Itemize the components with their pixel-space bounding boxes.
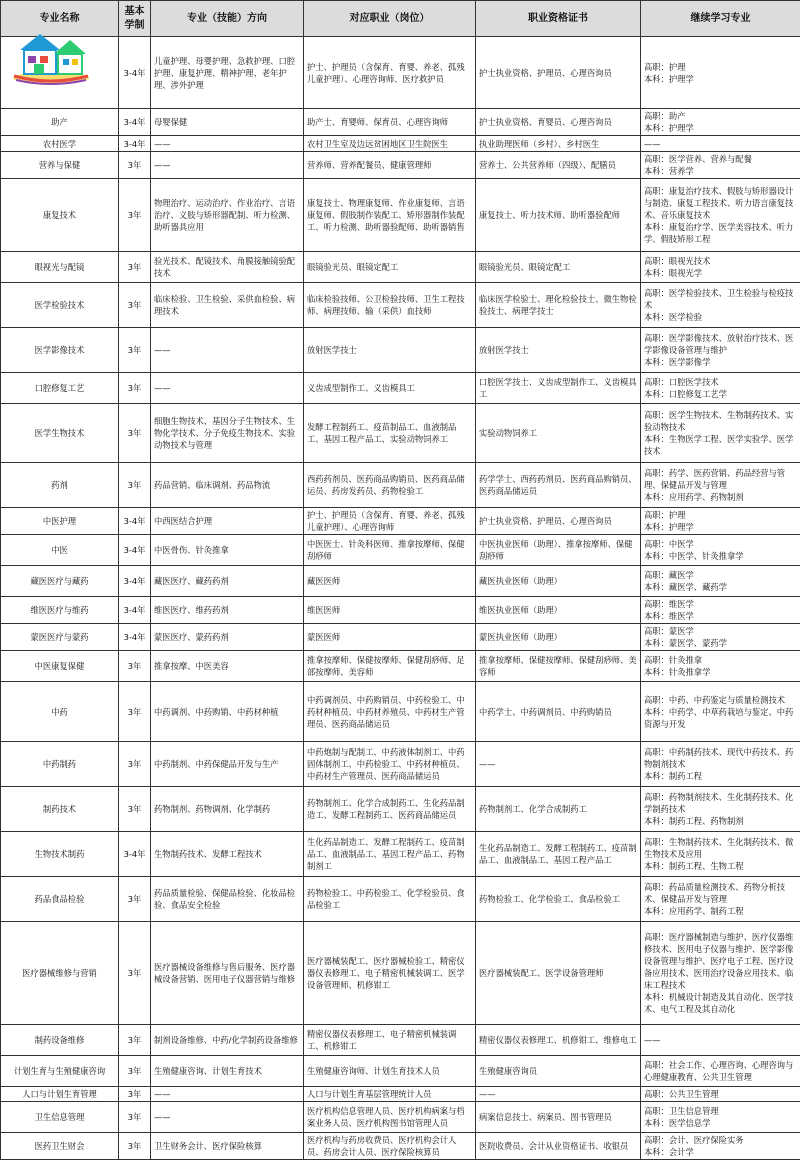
cell-c2: 3年 — [119, 1025, 151, 1056]
cell-c5: 藏医执业医师（助理） — [476, 566, 641, 597]
cell-c4: 眼镜验光员、眼镜定配工 — [304, 252, 476, 283]
cell-c6: 高职：蒙医学 本科：蒙医学、蒙药学 — [641, 624, 800, 651]
cell-c1: 医疗器械维修与营销 — [1, 922, 119, 1025]
cell-c3: 医疗器械设备维修与售后服务、医疗器械设备营销、医用电子仪器营销与维修 — [151, 922, 304, 1025]
cell-c6: 高职：药学、医药营销、药品经营与管理、保健品开发与管理 本科：应用药学、药物制剂 — [641, 463, 800, 508]
cell-c2: 3年 — [119, 252, 151, 283]
cell-c2: 3年 — [119, 373, 151, 404]
cell-c1: 中药制药 — [1, 742, 119, 787]
table-row — [1, 404, 800, 463]
cell-c4: 中药炮制与配制工、中药液体制剂工、中药固体制剂工、中药检验工、中药材种植员、中药材生产管理员、医药商品储运员 — [304, 742, 476, 787]
cell-c5: 生化药品制造工、发酵工程制药工、疫苗制品工、血液制品工、基因工程产品工 — [476, 832, 641, 877]
cell-c2: 3年 — [119, 328, 151, 373]
table-row — [1, 535, 800, 566]
cell-c3: 药品质量检验、保健品检验、化妆品检验、食品安全检验 — [151, 877, 304, 922]
cell-c6: 高职：医学影像技术、放射治疗技术、医学影像设备管理与维护 本科：医学影像学 — [641, 328, 800, 373]
cell-c5: 维医执业医师（助理） — [476, 597, 641, 624]
cell-c6: 高职：药物制剂技术、生化制药技术、化学制药技术 本科：制药工程、药物制剂 — [641, 787, 800, 832]
cell-c6: 高职：藏医学 本科：藏医学、藏药学 — [641, 566, 800, 597]
cell-c5: 执业助理医师（乡村）、乡村医生 — [476, 136, 641, 152]
cell-c4: 医疗器械装配工、医疗器械检验工、精密仪器仪表修理工、电子精密机械装调工、医学设备管理师、机修钳工 — [304, 922, 476, 1025]
table-row — [1, 1025, 800, 1056]
cell-c2: 3年 — [119, 283, 151, 328]
cell-c6: 高职：护理 本科：护理学 — [641, 508, 800, 535]
table-row — [1, 832, 800, 877]
cell-c3: 蒙医医疗、蒙药药剂 — [151, 624, 304, 651]
table-row — [1, 651, 800, 682]
cell-c2: 3年 — [119, 404, 151, 463]
cell-c3: 卫生财务会计、医疗保险核算 — [151, 1133, 304, 1160]
cell-c3: —— — [151, 373, 304, 404]
cell-c4: 生化药品制造工、发酵工程制药工、疫苗制品工、血液制品工、基因工程产品工、药物制剂工 — [304, 832, 476, 877]
cell-c5: 药物检验工、化学检验工、食品检验工 — [476, 877, 641, 922]
cell-c1: 农村医学 — [1, 136, 119, 152]
cell-c4: 医疗机构与药房收费员、医疗机构会计人员、药房会计人员、医疗保险核算员 — [304, 1133, 476, 1160]
cell-c2: 3-4年 — [119, 109, 151, 136]
cell-c3: 中药制剂、中药保健品开发与生产 — [151, 742, 304, 787]
cell-c3: 中药调剂、中药购销、中药材种植 — [151, 682, 304, 742]
cell-c3: —— — [151, 152, 304, 179]
cell-c2: 3年 — [119, 463, 151, 508]
header-further-study: 继续学习专业 — [641, 1, 800, 37]
cell-c5: 临床医学检验士、理化检验技士、微生物检验技士、病理学技士 — [476, 283, 641, 328]
table-row — [1, 283, 800, 328]
cell-c1: 制药技术 — [1, 787, 119, 832]
header-row — [1, 1, 800, 37]
cell-c1: 口腔修复工艺 — [1, 373, 119, 404]
cell-c3: 细胞生物技术、基因分子生物技术、生物化学技术、分子免疫生物技术、实验动物技术与管理 — [151, 404, 304, 463]
cell-c2: 3-4年 — [119, 624, 151, 651]
cell-c6: 高职：公共卫生管理 — [641, 1087, 800, 1102]
header-duration: 基本学制 — [119, 1, 151, 37]
table-row — [1, 37, 800, 109]
cell-c3: 物理治疗、运动治疗、作业治疗、言语治疗、义肢与矫形器配制、听力检测、助听器具应用 — [151, 179, 304, 252]
cell-c4: 发酵工程制药工、疫苗制品工、血液制品工、基因工程产品工、实验动物饲养工 — [304, 404, 476, 463]
cell-c6: 高职：卫生信息管理 本科：医学信息学 — [641, 1102, 800, 1133]
cell-c6: —— — [641, 136, 800, 152]
cell-c3: 验光技术、配镜技术、角膜接触镜验配技术 — [151, 252, 304, 283]
cell-c4: 营养师、营养配餐员、健康管理师 — [304, 152, 476, 179]
cell-c3: —— — [151, 1102, 304, 1133]
cell-c3: 药品营销、临床调剂、药品物流 — [151, 463, 304, 508]
cell-c6: 高职：会计、医疗保险实务 本科：会计学 — [641, 1133, 800, 1160]
cell-c4: 农村卫生室及边远贫困地区卫生院医生 — [304, 136, 476, 152]
table-row — [1, 508, 800, 535]
cell-c1: 中医护理 — [1, 508, 119, 535]
cell-c5: 推拿按摩师、保健按摩师、保健刮痧师、美容师 — [476, 651, 641, 682]
table-row — [1, 463, 800, 508]
cell-c6: 高职：中药制药技术、现代中药技术、药物制剂技术 本科：制药工程 — [641, 742, 800, 787]
cell-c5: 康复技士、听力技术师、助听器验配师 — [476, 179, 641, 252]
cell-c1: 中医康复保健 — [1, 651, 119, 682]
cell-c4: 人口与计划生育基层管理统计人员 — [304, 1087, 476, 1102]
cell-c5: 生殖健康咨询员 — [476, 1056, 641, 1087]
cell-c2: 3年 — [119, 787, 151, 832]
cell-c5: 药学学士、西药药剂员、医药商品购销员、医药商品储运员 — [476, 463, 641, 508]
cell-c4: 临床检验技师、公卫检验技师、卫生工程技师、病理技师、输（采供）血技师 — [304, 283, 476, 328]
cell-c4: 西药药剂员、医药商品购销员、医药商品储运员、药房发药员、药物检验工 — [304, 463, 476, 508]
cell-c4: 护士、护理员（含保育、育婴、养老、孤残儿童护理）、心理咨询师、医疗救护员 — [304, 37, 476, 109]
table-row — [1, 152, 800, 179]
cell-c6: 高职：医疗器械制造与维护、医疗仪器维修技术、医用电子仪器与维护、医学影像设备管理与维护、医疗电子工程、医疗设备应用技术、医用治疗设备应用技术、临床工程技术 本科：机械设计制造及其自动化、医学技术、电气工程及其自动化 — [641, 922, 800, 1025]
cell-c4: 助产士、育婴师、保育员、心理咨询师 — [304, 109, 476, 136]
cell-c1: 助产 — [1, 109, 119, 136]
cell-c2: 3-4年 — [119, 832, 151, 877]
cell-c4: 药物制剂工、化学合成制药工、生化药品制造工、发酵工程制药工、医药商品储运员 — [304, 787, 476, 832]
table-row — [1, 1133, 800, 1160]
cell-c4: 放射医学技士 — [304, 328, 476, 373]
cell-c5: 放射医学技士 — [476, 328, 641, 373]
table-row — [1, 136, 800, 152]
cell-c6: 高职：助产 本科：护理学 — [641, 109, 800, 136]
cell-c1: 人口与计划生育管理 — [1, 1087, 119, 1102]
table-row — [1, 624, 800, 651]
cell-c6: 高职：生物制药技术、生化制药技术、微生物技术及应用 本科：制药工程、生物工程 — [641, 832, 800, 877]
cell-c2: 3-4年 — [119, 136, 151, 152]
table-row — [1, 1056, 800, 1087]
cell-c3: 药物制剂、药物调剂、化学制药 — [151, 787, 304, 832]
cell-c2: 3年 — [119, 152, 151, 179]
cell-c6: 高职：医学营养、营养与配餐 本科：营养学 — [641, 152, 800, 179]
table-row — [1, 1087, 800, 1102]
cell-c5: 实验动物饲养工 — [476, 404, 641, 463]
cell-c5: 医疗器械装配工、医学设备管理师 — [476, 922, 641, 1025]
cell-c2: 3年 — [119, 1133, 151, 1160]
cell-c2: 3-4年 — [119, 566, 151, 597]
header-certificate: 职业资格证书 — [476, 1, 641, 37]
cell-c1: 生物技术制药 — [1, 832, 119, 877]
table-row — [1, 109, 800, 136]
cell-c4: 精密仪器仪表修理工、电子精密机械装调工、机修钳工 — [304, 1025, 476, 1056]
cell-c1: 医学生物技术 — [1, 404, 119, 463]
cell-c6: 高职：维医学 本科：维医学 — [641, 597, 800, 624]
header-occupation: 对应职业（岗位） — [304, 1, 476, 37]
cell-c3: 临床检验、卫生检验、采供血检验、病理技术 — [151, 283, 304, 328]
cell-c5: 护士执业资格、育婴员、心理咨询员 — [476, 109, 641, 136]
cell-c5: —— — [476, 1087, 641, 1102]
table-row — [1, 597, 800, 624]
cell-c2: 3年 — [119, 877, 151, 922]
cell-c6: 高职：医学生物技术、生物制药技术、实验动物技术 本科：生物医学工程、医学实验学、医学技术 — [641, 404, 800, 463]
cell-c1: 藏医医疗与藏药 — [1, 566, 119, 597]
cell-c5: 中医执业医师（助理）、推拿按摩师、保健刮痧师 — [476, 535, 641, 566]
table-row — [1, 373, 800, 404]
cell-c5: 眼镜验光员、眼镜定配工 — [476, 252, 641, 283]
cell-c2: 3-4年 — [119, 37, 151, 109]
cell-c5: 口腔医学技士、义齿成型制作工、义齿模具工 — [476, 373, 641, 404]
cell-c3: 生殖健康咨询、计划生育技术 — [151, 1056, 304, 1087]
table-row — [1, 877, 800, 922]
table-row — [1, 787, 800, 832]
cell-c4: 维医医师 — [304, 597, 476, 624]
table-row — [1, 742, 800, 787]
cell-c6: 高职：口腔医学技术 本科：口腔修复工艺学 — [641, 373, 800, 404]
cell-c2: 3-4年 — [119, 535, 151, 566]
cell-c1: 医学检验技术 — [1, 283, 119, 328]
cell-c3: 维医医疗、维药药剂 — [151, 597, 304, 624]
cell-c2: 3年 — [119, 742, 151, 787]
cell-c2: 3-4年 — [119, 508, 151, 535]
cell-c1: 康复技术 — [1, 179, 119, 252]
cell-c6: 高职：眼视光技术 本科：眼视光学 — [641, 252, 800, 283]
cell-c4: 护士、护理员（含保育、育婴、养老、孤残儿童护理）、心理咨询师 — [304, 508, 476, 535]
cell-c5: 中药学士、中药调剂员、中药购销员 — [476, 682, 641, 742]
cell-c1: 计划生育与生殖健康咨询 — [1, 1056, 119, 1087]
cell-c6: 高职：社会工作、心理咨询、心理咨询与心理健康教育、公共卫生管理 — [641, 1056, 800, 1087]
cell-c5: 蒙医执业医师（助理） — [476, 624, 641, 651]
cell-c5: 医院收费员、会计从业资格证书、收银员 — [476, 1133, 641, 1160]
cell-c4: 生殖健康咨询师、计划生育技术人员 — [304, 1056, 476, 1087]
table-row — [1, 252, 800, 283]
cell-c3: 藏医医疗、藏药药剂 — [151, 566, 304, 597]
cell-c1: 制药设备维修 — [1, 1025, 119, 1056]
table-row — [1, 566, 800, 597]
cell-c5: —— — [476, 742, 641, 787]
cell-c6: 高职：医学检验技术、卫生检验与检疫技术 本科：医学检验 — [641, 283, 800, 328]
cell-c4: 康复技士、物理康复师、作业康复师、言语康复师、假肢制作装配工、矫形器制作装配工、听力检测、助听器验配师、助听器销售 — [304, 179, 476, 252]
cell-c2: 3年 — [119, 1087, 151, 1102]
cell-c1: 中药 — [1, 682, 119, 742]
cell-c3: 儿童护理、母婴护理、急救护理、口腔护理、康复护理、精神护理、老年护理、涉外护理 — [151, 37, 304, 109]
header-skill-direction: 专业（技能）方向 — [151, 1, 304, 37]
cell-c5: 精密仪器仪表修理工、机修钳工、维修电工 — [476, 1025, 641, 1056]
cell-c2: 3年 — [119, 1056, 151, 1087]
cell-c5: 病案信息技士、病案员、图书管理员 — [476, 1102, 641, 1133]
cell-c6: 高职：中医学 本科：中医学、针灸推拿学 — [641, 535, 800, 566]
cell-c6: 高职：针灸推拿 本科：针灸推拿学 — [641, 651, 800, 682]
cell-c3: —— — [151, 328, 304, 373]
cell-c6: 高职：中药、中药鉴定与质量检测技术 本科：中药学、中草药栽培与鉴定、中药资源与开发 — [641, 682, 800, 742]
cell-c4: 义齿成型制作工、义齿模具工 — [304, 373, 476, 404]
cell-c2: 3年 — [119, 179, 151, 252]
table-row — [1, 328, 800, 373]
cell-c2: 3年 — [119, 922, 151, 1025]
cell-c4: 蒙医医师 — [304, 624, 476, 651]
cell-c1: 药剂 — [1, 463, 119, 508]
cell-c6: 高职：护理 本科：护理学 — [641, 37, 800, 109]
cell-c6: —— — [641, 1025, 800, 1056]
cell-c1: 卫生信息管理 — [1, 1102, 119, 1133]
cell-c6: 高职：康复治疗技术、假肢与矫形器设计与制造、康复工程技术、听力语言康复技术、音乐康复技术 本科：康复治疗学、医学美容技术、听力学、假肢矫形工程 — [641, 179, 800, 252]
cell-c1: 眼视光与配镜 — [1, 252, 119, 283]
cell-c1: 中医 — [1, 535, 119, 566]
cell-c3: 制剂设备维修、中药/化学制药设备维修 — [151, 1025, 304, 1056]
cell-c4: 推拿按摩师、保健按摩师、保健刮痧师、足部按摩师、美容师 — [304, 651, 476, 682]
cell-c5: 护士执业资格、护理员、心理咨询员 — [476, 508, 641, 535]
cell-c5: 护士执业资格、护理员、心理咨询员 — [476, 37, 641, 109]
cell-c4: 藏医医师 — [304, 566, 476, 597]
cell-c3: 母婴保健 — [151, 109, 304, 136]
table-row — [1, 179, 800, 252]
cell-c2: 3年 — [119, 682, 151, 742]
cell-c3: 推拿按摩、中医美容 — [151, 651, 304, 682]
cell-c4: 中药调剂员、中药购销员、中药检验工、中药材种植员、中药材养殖员、中药材生产管理员、医药商品储运员 — [304, 682, 476, 742]
cell-c1: 蒙医医疗与蒙药 — [1, 624, 119, 651]
cell-c3: 中西医结合护理 — [151, 508, 304, 535]
cell-c4: 药物检验工、中药检验工、化学检验员、食品检验工 — [304, 877, 476, 922]
cell-c1: 营养与保健 — [1, 152, 119, 179]
cell-c2: 3年 — [119, 651, 151, 682]
cell-c3: 中医骨伤、针灸推拿 — [151, 535, 304, 566]
cell-c6: 高职：药品质量检测技术、药物分析技术、保健品开发与管理 本科：应用药学、制药工程 — [641, 877, 800, 922]
cell-c3: —— — [151, 1087, 304, 1102]
table-row — [1, 1102, 800, 1133]
cell-c3: —— — [151, 136, 304, 152]
cell-c3: 生物制药技术、发酵工程技术 — [151, 832, 304, 877]
cell-c4: 医疗机构信息管理人员、医疗机构病案与档案业务人员、医疗机构图书馆管理人员 — [304, 1102, 476, 1133]
cell-c1: 医药卫生财会 — [1, 1133, 119, 1160]
table-row — [1, 922, 800, 1025]
cell-c1: 维医医疗与维药 — [1, 597, 119, 624]
cell-c4: 中医医士、针灸科医师、推拿按摩师、保健刮痧师 — [304, 535, 476, 566]
header-major-name: 专业名称 — [1, 1, 119, 37]
cell-c5: 营养士、公共营养师（四级）、配膳员 — [476, 152, 641, 179]
cell-c5: 药物制剂工、化学合成制药工 — [476, 787, 641, 832]
cell-c1: 药品食品检验 — [1, 877, 119, 922]
cell-c1: 医学影像技术 — [1, 328, 119, 373]
house-logo-icon — [10, 26, 92, 86]
cell-c2: 3-4年 — [119, 597, 151, 624]
cell-c2: 3年 — [119, 1102, 151, 1133]
table-row — [1, 682, 800, 742]
